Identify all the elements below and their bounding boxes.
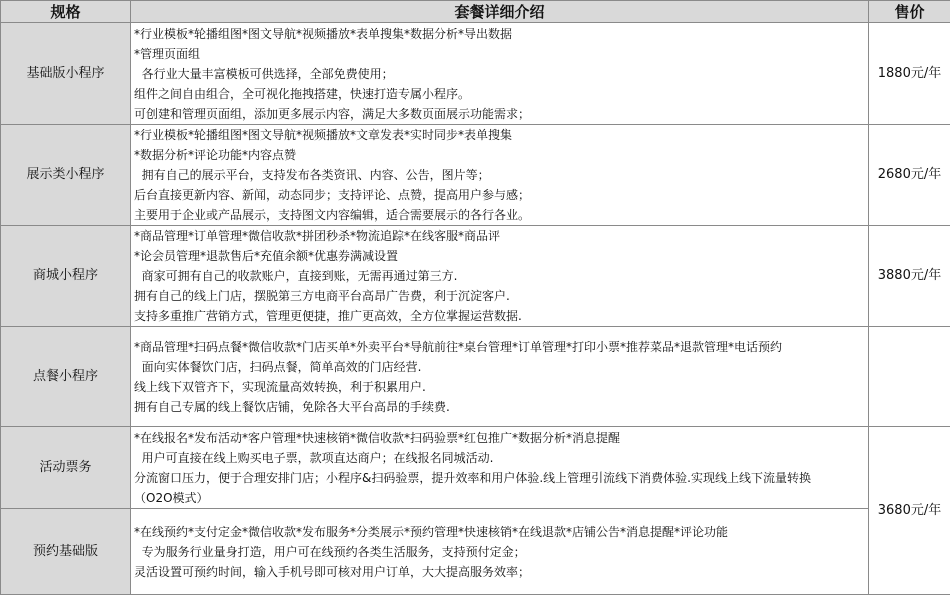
description-line: 灵活设置可预约时间，输入手机号即可核对用户订单，大大提高服务效率；	[134, 562, 865, 582]
table-row-ordering	[1, 327, 950, 427]
table-row-booking	[1, 509, 950, 595]
description-line: 支持多重推广营销方式，管理更便捷，推广更高效，全方位掌握运营数据.	[134, 306, 865, 326]
description-line: *在线报名*发布活动*客户管理*快速核销*微信收款*扫码验票*红包推广*数据分析*消息提醒	[134, 428, 865, 448]
description-line: *管理页面组	[134, 44, 865, 64]
package-price	[869, 327, 950, 427]
table-row-mall	[1, 226, 950, 327]
description-line: 商家可拥有自己的收款账户，直接到账，无需再通过第三方.	[134, 266, 865, 286]
description-line: *商品管理*扫码点餐*微信收款*门店买单*外卖平台*导航前往*桌台管理*订单管理*打印小票*推荐菜品*退款管理*电话预约	[134, 337, 865, 357]
description-line: *商品管理*订单管理*微信收款*拼团秒杀*物流追踪*在线客服*商品评	[134, 226, 865, 246]
description-line: 各行业大量丰富模板可供选择，全部免费使用；	[134, 64, 865, 84]
package-name: 活动票务	[1, 427, 131, 509]
description-line: （O2O模式）	[134, 488, 865, 508]
package-name: 商城小程序	[1, 226, 131, 327]
table-row-ticketing	[1, 427, 950, 509]
description-line: 拥有自己的线上门店，摆脱第三方电商平台高昂广告费，利于沉淀客户.	[134, 286, 865, 306]
package-price-shared: 3680元/年	[869, 427, 950, 595]
description-line: 主要用于企业或产品展示，支持图文内容编辑，适合需要展示的各行各业。	[134, 205, 865, 225]
description-line: 分流窗口压力，便于合理安排门店；小程序&扫码验票，提升效率和用户体验.线上管理引流线下消费体验.实现线上线下流量转换	[134, 468, 865, 488]
description-line: *论会员管理*退款售后*充值余额*优惠券满减设置	[134, 246, 865, 266]
package-name: 基础版小程序	[1, 23, 131, 125]
header-detail: 套餐详细介绍	[131, 1, 869, 23]
header-price: 售价	[869, 1, 950, 23]
table-row-showcase	[1, 125, 950, 226]
description-line: *行业模板*轮播组图*图文导航*视频播放*表单搜集*数据分析*导出数据	[134, 24, 865, 44]
description-line: 拥有自己专属的线上餐饮店铺，免除各大平台高昂的手续费.	[134, 397, 865, 417]
package-description	[131, 509, 869, 595]
description-line: 后台直接更新内容、新闻，动态同步；支持评论、点赞，提高用户参与感；	[134, 185, 865, 205]
package-description	[131, 327, 869, 427]
description-line: *在线预约*支付定金*微信收款*发布服务*分类展示*预约管理*快速核销*在线退款*店铺公告*消息提醒*评论功能	[134, 522, 865, 542]
package-name: 点餐小程序	[1, 327, 131, 427]
package-name: 预约基础版	[1, 509, 131, 595]
description-line: 拥有自己的展示平台，支持发布各类资讯、内容、公告，图片等；	[134, 165, 865, 185]
description-line: 组件之间自由组合，全可视化拖拽搭建，快速打造专属小程序。	[134, 84, 865, 104]
package-description	[131, 427, 869, 509]
table-row-basic	[1, 23, 950, 125]
package-description	[131, 23, 869, 125]
package-description	[131, 125, 869, 226]
description-line: 可创建和管理页面组，添加更多展示内容，满足大多数页面展示功能需求；	[134, 104, 865, 124]
description-line: 线上线下双管齐下，实现流量高效转换，利于积累用户.	[134, 377, 865, 397]
package-description	[131, 226, 869, 327]
description-line: 面向实体餐饮门店，扫码点餐，简单高效的门店经营.	[134, 357, 865, 377]
package-price: 3880元/年	[869, 226, 950, 327]
description-line: 专为服务行业量身打造，用户可在线预约各类生活服务，支持预付定金；	[134, 542, 865, 562]
header-row	[1, 1, 950, 23]
package-name: 展示类小程序	[1, 125, 131, 226]
description-line: 用户可直接在线上购买电子票，款项直达商户；在线报名同城活动.	[134, 448, 865, 468]
package-price: 2680元/年	[869, 125, 950, 226]
package-price: 1880元/年	[869, 23, 950, 125]
header-spec: 规格	[1, 1, 131, 23]
description-line: *行业模板*轮播组图*图文导航*视频播放*文章发表*实时同步*表单搜集	[134, 125, 865, 145]
description-line: *数据分析*评论功能*内容点赞	[134, 145, 865, 165]
